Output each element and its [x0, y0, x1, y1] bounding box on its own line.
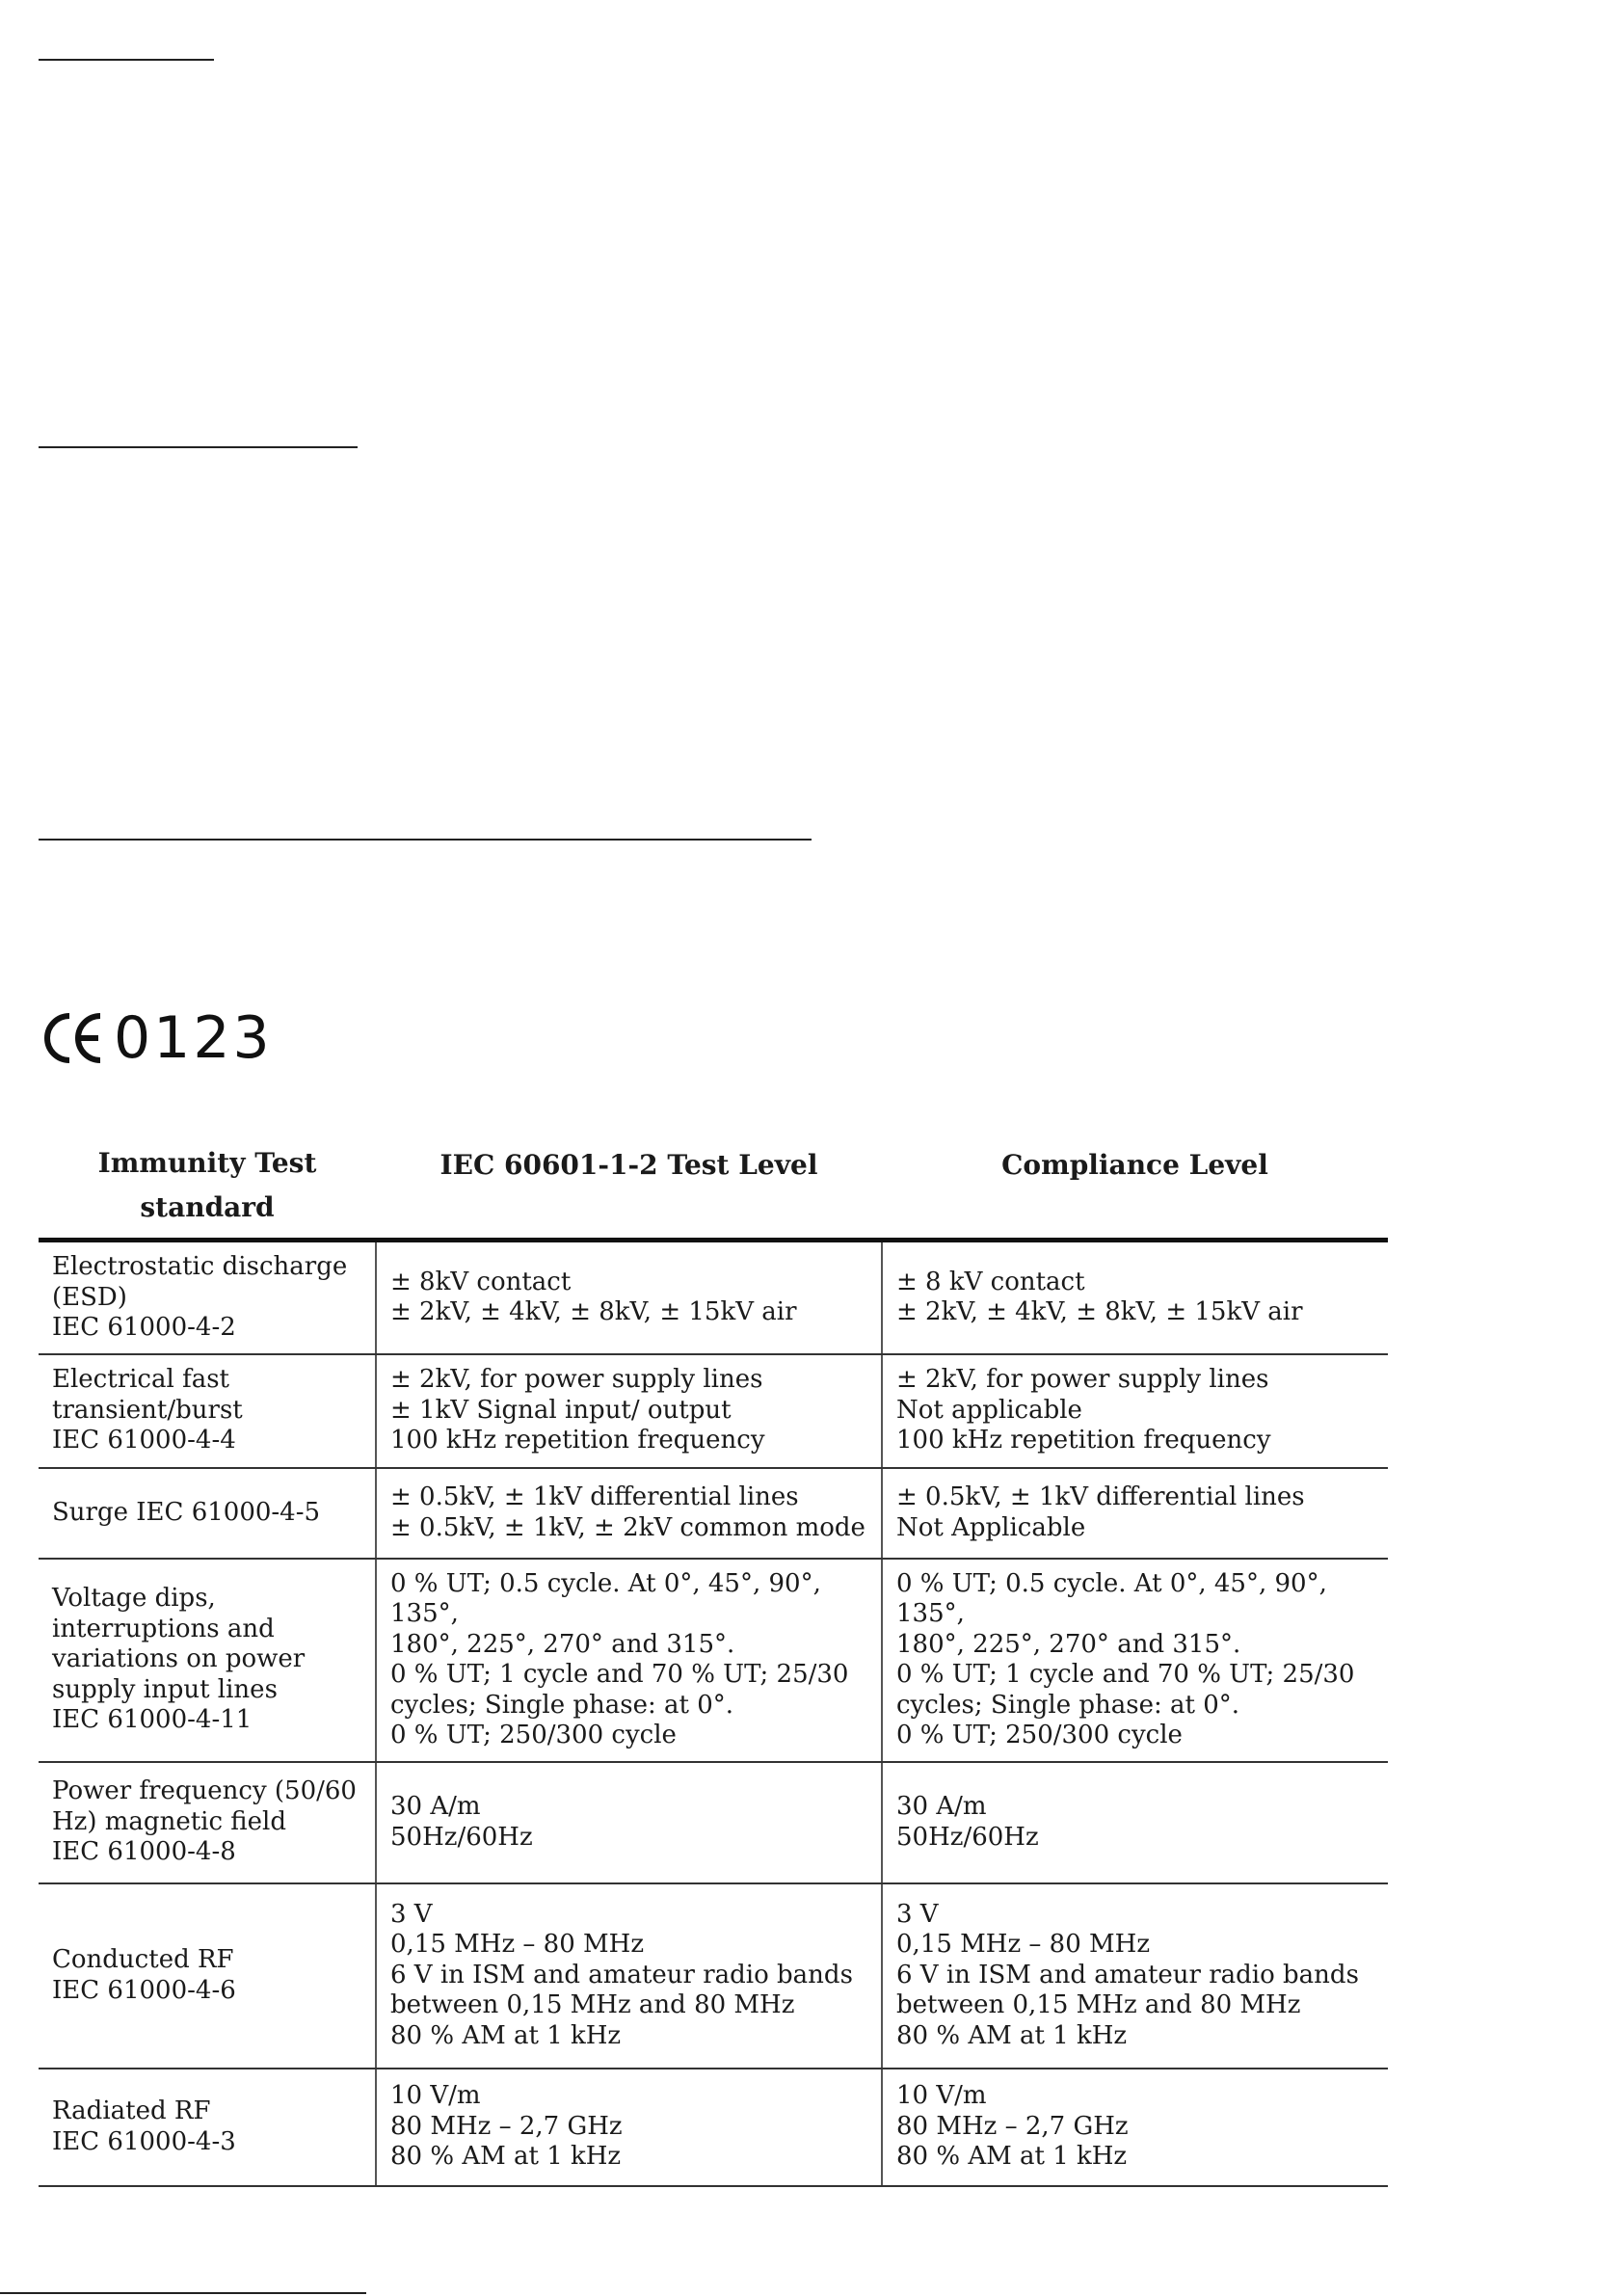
- ce-marking-icon: [42, 1010, 104, 1066]
- cell-test-level: 0 % UT; 0.5 cycle. At 0°, 45°, 90°, 135°, 180°, 225°, 270° and 315°. 0 % UT; 1 cycle and 70 % UT; 25/30 cycles; Single phase: at 0°. 0 % UT; 250/300 cycle: [376, 1559, 882, 1762]
- table-row: [39, 1468, 1388, 1559]
- immunity-test-table-container: [39, 1137, 1388, 2187]
- table-row: [39, 1354, 1388, 1468]
- cell-compliance-level: 3 V 0,15 MHz – 80 MHz 6 V in ISM and amateur radio bands between 0,15 MHz and 80 MHz 80 % AM at 1 kHz: [882, 1883, 1388, 2069]
- cell-test-level: 10 V/m 80 MHz – 2,7 GHz 80 % AM at 1 kHz: [376, 2069, 882, 2186]
- cell-compliance-level: ± 2kV, for power supply lines Not applicable 100 kHz repetition frequency: [882, 1354, 1388, 1468]
- header-compliance-level: Compliance Level: [882, 1137, 1388, 1241]
- cell-standard: Surge IEC 61000-4-5: [39, 1468, 376, 1559]
- table-row: [39, 1762, 1388, 1883]
- table-row: [39, 2069, 1388, 2186]
- section-divider: [39, 446, 358, 448]
- notified-body-number: 0123: [114, 1004, 273, 1072]
- cell-standard: Radiated RF IEC 61000-4-3: [39, 2069, 376, 2186]
- footer-divider: [0, 2292, 366, 2294]
- table-header-row: [39, 1137, 1388, 1241]
- cell-standard: Power frequency (50/60 Hz) magnetic field IEC 61000-4-8: [39, 1762, 376, 1883]
- cell-compliance-level: 0 % UT; 0.5 cycle. At 0°, 45°, 90°, 135°, 180°, 225°, 270° and 315°. 0 % UT; 1 cycle and 70 % UT; 25/30 cycles; Single phase: at 0°. 0 % UT; 250/300 cycle: [882, 1559, 1388, 1762]
- section-divider: [39, 59, 214, 61]
- ce-mark: [42, 1004, 273, 1072]
- header-iec-test-level: IEC 60601-1-2 Test Level: [376, 1137, 882, 1241]
- section-divider: [39, 839, 812, 841]
- cell-standard: Electrical fast transient/burst IEC 61000-4-4: [39, 1354, 376, 1468]
- cell-test-level: ± 8kV contact ± 2kV, ± 4kV, ± 8kV, ± 15kV air: [376, 1241, 882, 1354]
- cell-standard: Voltage dips, interruptions and variations on power supply input lines IEC 61000-4-11: [39, 1559, 376, 1762]
- cell-compliance-level: ± 0.5kV, ± 1kV differential lines Not Applicable: [882, 1468, 1388, 1559]
- cell-compliance-level: 10 V/m 80 MHz – 2,7 GHz 80 % AM at 1 kHz: [882, 2069, 1388, 2186]
- cell-test-level: ± 2kV, for power supply lines ± 1kV Signal input/ output 100 kHz repetition frequency: [376, 1354, 882, 1468]
- cell-standard: Electrostatic discharge (ESD) IEC 61000-4-2: [39, 1241, 376, 1354]
- cell-test-level: 30 A/m 50Hz/60Hz: [376, 1762, 882, 1883]
- header-immunity-test-standard: Immunity Test standard: [39, 1137, 376, 1241]
- cell-compliance-level: 30 A/m 50Hz/60Hz: [882, 1762, 1388, 1883]
- immunity-test-table: [39, 1137, 1388, 2187]
- cell-test-level: ± 0.5kV, ± 1kV differential lines ± 0.5kV, ± 1kV, ± 2kV common mode: [376, 1468, 882, 1559]
- cell-compliance-level: ± 8 kV contact ± 2kV, ± 4kV, ± 8kV, ± 15kV air: [882, 1241, 1388, 1354]
- cell-test-level: 3 V 0,15 MHz – 80 MHz 6 V in ISM and amateur radio bands between 0,15 MHz and 80 MHz 80 % AM at 1 kHz: [376, 1883, 882, 2069]
- cell-standard: Conducted RF IEC 61000-4-6: [39, 1883, 376, 2069]
- table-row: [39, 1241, 1388, 1354]
- table-row: [39, 1559, 1388, 1762]
- table-row: [39, 1883, 1388, 2069]
